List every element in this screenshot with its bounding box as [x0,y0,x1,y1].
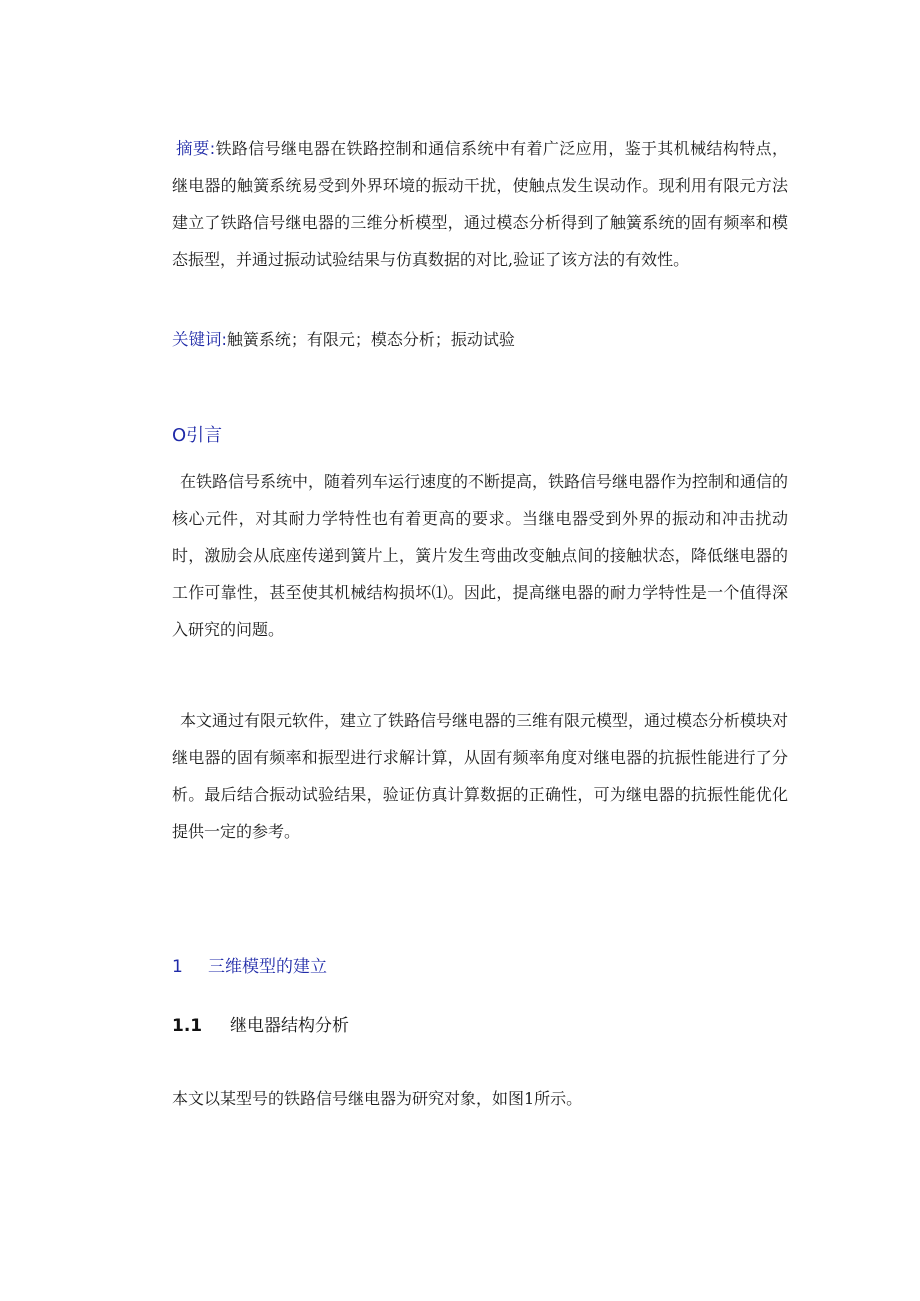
section-1-1-paragraph: 本文以某型号的铁路信号继电器为研究对象，如图1所示。 [172,1089,583,1108]
abstract-paragraph [172,130,788,278]
keywords-paragraph [172,321,788,358]
intro-paragraph-1: 在铁路信号系统中，随着列车运行速度的不断提高，铁路信号继电器作为控制和通信的核心元件，对其耐力学特性也有着更高的要求。当继电器受到外界的振动和冲击扰动时，激励会从底座传递到簧片上，簧片发生弯曲改变触点间的接触状态，降低继电器的工作可靠性，甚至使其机械结构损坏⑴。因此，提高继电器的耐力学特性是一个值得深入研究的问题。 [172,472,789,639]
intro-heading: O引言 [172,425,223,446]
section-1-heading [172,955,788,979]
section-1-title: 三维模型的建立 [208,957,327,977]
keywords-separator: : [221,330,227,349]
section-1-1-title: 继电器结构分析 [230,1016,349,1036]
keywords-label: 关键词 [172,330,222,349]
abstract-text: 铁路信号继电器在铁路控制和通信系统中有着广泛应用，鉴于其机械结构特点，继电器的触簧系统易受到外界环境的振动干扰，使触点发生误动作。现利用有限元方法建立了铁路信号继电器的三维分析模型，通过模态分析得到了触簧系统的固有频率和模态振型，并通过振动试验结果与仿真数据的对比,验证了该方法的有效性。 [172,139,789,269]
abstract-label: 摘要 [176,139,210,158]
abstract-separator: : [209,139,216,158]
intro-paragraph-2: 本文通过有限元软件，建立了铁路信号继电器的三维有限元模型，通过模态分析模块对继电器的固有频率和振型进行求解计算，从固有频率角度对继电器的抗振性能进行了分析。最后结合振动试验结果，验证仿真计算数据的正确性，可为继电器的抗振性能优化提供一定的参考。 [172,711,789,841]
section-1-1-number: 1.1 [172,1016,203,1036]
section-1-1-heading [172,1014,788,1038]
keywords-text: 触簧系统；有限元；模态分析；振动试验 [226,330,515,349]
section-1-number: 1 [172,957,183,977]
